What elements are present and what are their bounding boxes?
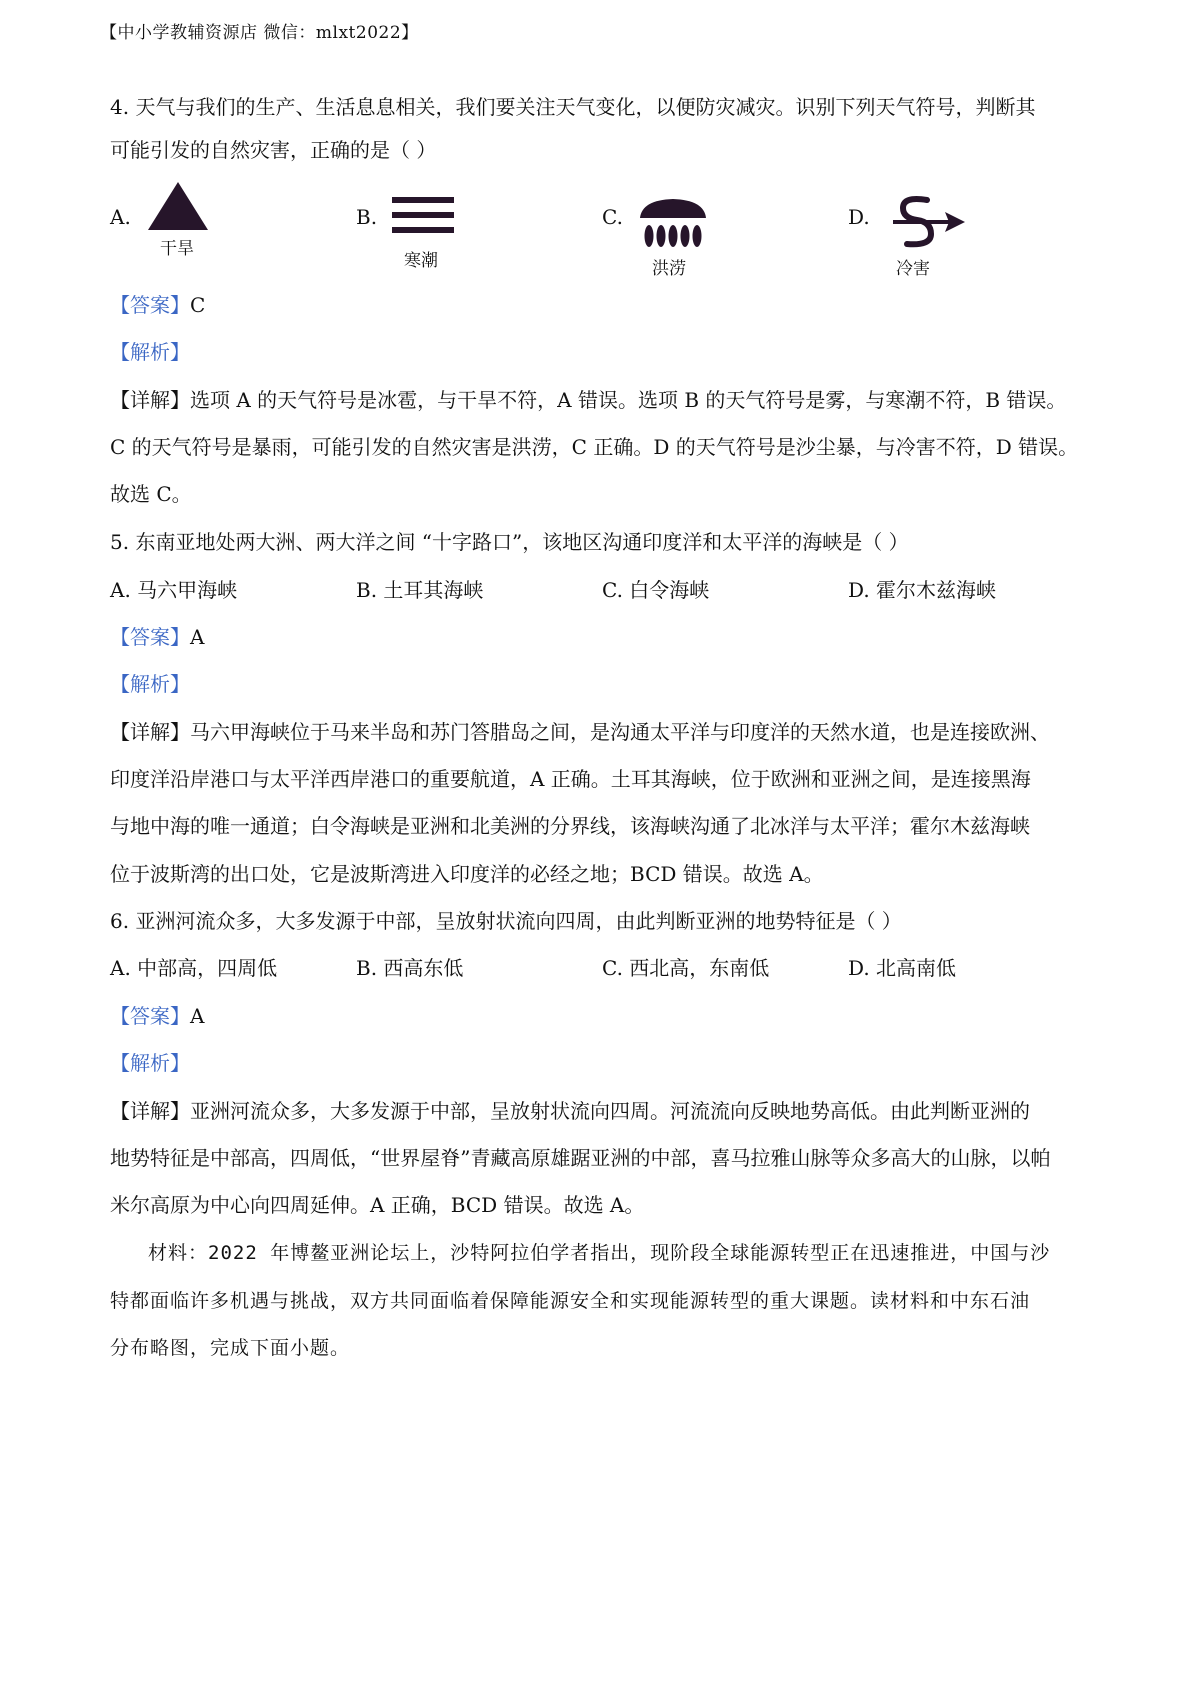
q5-detail-line-4: 位于波斯湾的出口处，它是波斯湾进入印度洋的必经之地；BCD 错误。故选 A。 <box>110 862 824 886</box>
q4-detail-text-1: 选项 A 的天气符号是冰雹，与干旱不符，A 错误。选项 B 的天气符号是雾，与寒潮不符，B 错误。 <box>190 388 1067 412</box>
watermark-header: 【中小学教辅资源店 微信：mlxt2022】 <box>100 23 419 43</box>
q4-stem-line-2: 可能引发的自然灾害，正确的是（ ） <box>110 138 437 162</box>
q6-analysis-tag: 【解析】 <box>110 1051 190 1075</box>
q5-stem: 5. 东南亚地处两大洲、两大洋之间 “十字路口”，该地区沟通印度洋和太平洋的海峡是（ ） <box>110 530 909 554</box>
q6-detail-line-2: 地势特征是中部高，四周低，“世界屋脊”青藏高原雄踞亚洲的中部，喜马拉雅山脉等众多高大的山脉，以帕 <box>110 1146 1051 1170</box>
q5-answer-tag: 【答案】 <box>110 625 190 649</box>
q4-detail-line-1 <box>110 385 1066 415</box>
q5-detail-tag: 【详解】 <box>110 720 190 744</box>
q4-stem-line-1: 4. 天气与我们的生产、生活息息相关，我们要关注天气变化，以便防灾减灾。识别下列天气符号，判断其 <box>110 95 1036 119</box>
q4-option-d-letter: D. <box>848 205 870 229</box>
material-line-2: 特都面临许多机遇与挑战，双方共同面临着保障能源安全和实现能源转型的重大课题。读材料和中东石油 <box>110 1290 1031 1312</box>
q4-option-a-caption: 干旱 <box>160 239 194 259</box>
q4-answer-value: C <box>190 293 206 317</box>
q6-detail-line-1 <box>110 1096 1030 1126</box>
q5-option-a: A. 马六甲海峡 <box>110 578 238 602</box>
q4-option-c-caption: 洪涝 <box>652 259 686 279</box>
q4-analysis-tag: 【解析】 <box>110 340 190 364</box>
q6-stem: 6. 亚洲河流众多，大多发源于中部，呈放射状流向四周，由此判断亚洲的地势特征是（ ） <box>110 909 902 933</box>
q4-detail-tag: 【详解】 <box>110 388 190 412</box>
q5-option-c: C. 白令海峡 <box>602 578 710 602</box>
material-line-3: 分布略图，完成下面小题。 <box>110 1337 351 1359</box>
q4-answer-tag: 【答案】 <box>110 293 190 317</box>
q5-answer-row <box>110 622 204 652</box>
material-line-1: 材料：2022 年博鳌亚洲论坛上，沙特阿拉伯学者指出，现阶段全球能源转型正在迅速推进，中国与沙 <box>148 1242 1051 1264</box>
q6-option-d: D. 北高南低 <box>848 956 957 980</box>
q5-option-b: B. 土耳其海峡 <box>356 578 484 602</box>
q5-answer-value: A <box>190 625 205 649</box>
q5-detail-line-2: 印度洋沿岸港口与太平洋西岸港口的重要航道，A 正确。土耳其海峡，位于欧洲和亚洲之间，是连接黑海 <box>110 767 1031 791</box>
q4-option-d-caption: 冷害 <box>896 259 930 279</box>
q5-detail-text-1: 马六甲海峡位于马来半岛和苏门答腊岛之间，是沟通太平洋与印度洋的天然水道，也是连接欧洲、 <box>190 720 1050 744</box>
q6-option-a: A. 中部高，四周低 <box>110 956 278 980</box>
q6-detail-text-1: 亚洲河流众多，大多发源于中部，呈放射状流向四周。河流流向反映地势高低。由此判断亚洲的 <box>190 1099 1030 1123</box>
q5-detail-line-3: 与地中海的唯一通道；白令海峡是亚洲和北美洲的分界线，该海峡沟通了北冰洋与太平洋；霍尔木兹海峡 <box>110 814 1030 838</box>
sandstorm-arrow-icon <box>885 194 967 250</box>
q6-answer-row <box>110 1001 204 1031</box>
q6-answer-tag: 【答案】 <box>110 1004 190 1028</box>
q4-option-a-letter: A. <box>110 205 131 229</box>
q4-option-b-letter: B. <box>356 205 378 229</box>
rainstorm-cloud-icon <box>636 194 710 250</box>
q4-answer-row <box>110 290 205 320</box>
q5-detail-line-1 <box>110 717 1050 747</box>
q5-option-d: D. 霍尔木兹海峡 <box>848 578 997 602</box>
fog-lines-icon <box>390 195 458 239</box>
q6-detail-line-3: 米尔高原为中心向四周延伸。A 正确，BCD 错误。故选 A。 <box>110 1193 645 1217</box>
q6-option-b: B. 西高东低 <box>356 956 464 980</box>
q4-option-b-caption: 寒潮 <box>404 251 438 271</box>
q4-detail-line-3: 故选 C。 <box>110 482 192 506</box>
q6-option-c: C. 西北高，东南低 <box>602 956 770 980</box>
q5-analysis-tag: 【解析】 <box>110 672 190 696</box>
q4-detail-line-2: C 的天气符号是暴雨，可能引发的自然灾害是洪涝，C 正确。D 的天气符号是沙尘暴，与冷害不符，D 错误。 <box>110 435 1079 459</box>
triangle-hail-icon <box>145 180 211 232</box>
q6-answer-value: A <box>190 1004 205 1028</box>
q6-detail-tag: 【详解】 <box>110 1099 190 1123</box>
q4-option-c-letter: C. <box>602 205 623 229</box>
